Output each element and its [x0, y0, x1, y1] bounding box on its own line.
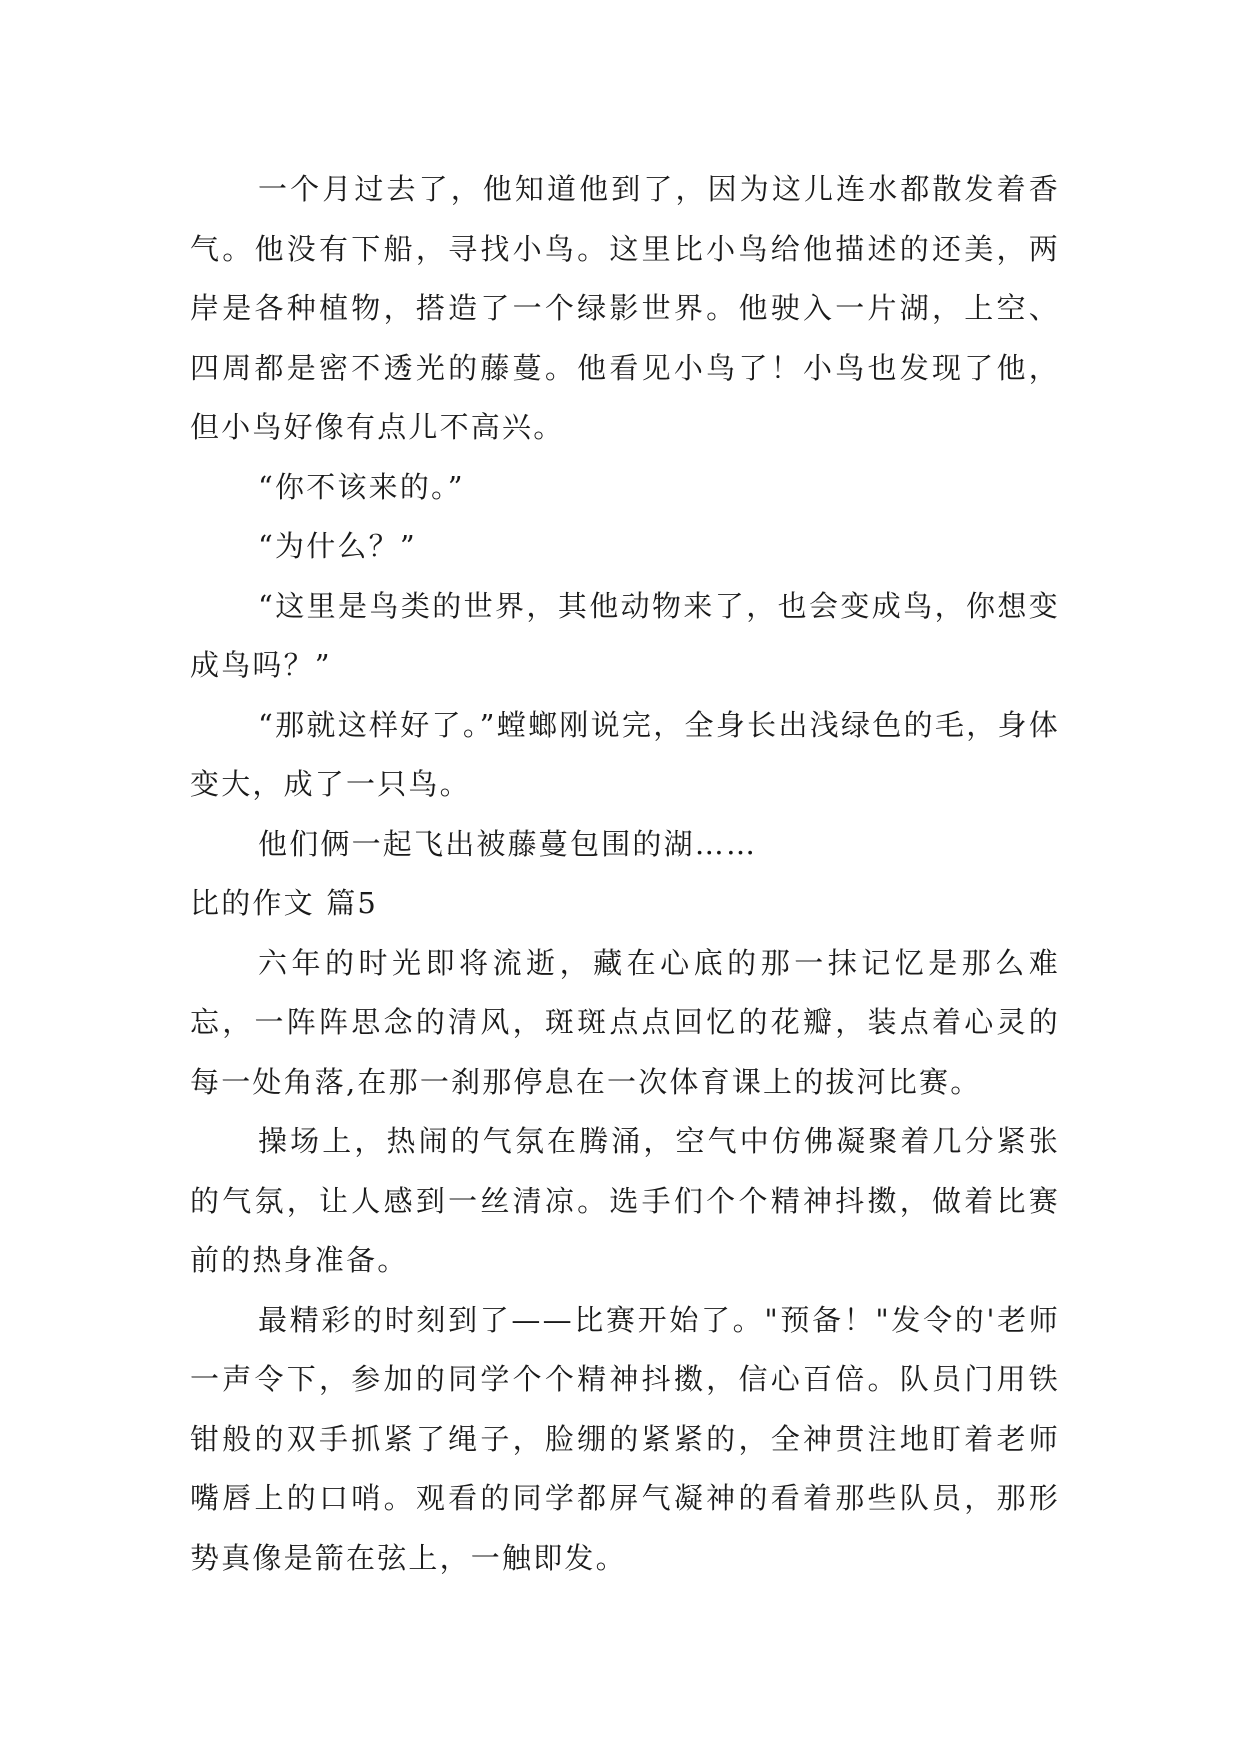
paragraph: 操场上，热闹的气氛在腾涌，空气中仿佛凝聚着几分紧张的气氛，让人感到一丝清凉。选手们个个精神抖擞，做着比赛前的热身准备。 — [190, 1124, 1060, 1277]
paragraph: 一个月过去了，他知道他到了，因为这儿连水都散发着香气。他没有下船，寻找小鸟。这里比小鸟给他描述的还美，两岸是各种植物，搭造了一个绿影世界。他驶入一片湖，上空、四周都是密不透光的藤蔓。他看见小鸟了！小鸟也发现了他，但小鸟好像有点儿不高兴。 — [190, 172, 1060, 444]
paragraph: “这里是鸟类的世界，其他动物来了，也会变成鸟，你想变成鸟吗？” — [190, 588, 1060, 682]
paragraph: “你不该来的。” — [258, 469, 465, 504]
paragraph: 最精彩的时刻到了——比赛开始了。"预备！"发令的'老师一声令下，参加的同学个个精神抖擞，信心百倍。队员门用铁钳般的双手抓紧了绳子，脸绷的紧紧的，全神贯注地盯着老师嘴唇上的口哨。观看的同学都屏气凝神的看着那些队员，那形势真像是箭在弦上，一触即发。 — [190, 1302, 1060, 1575]
paragraph: 六年的时光即将流逝，藏在心底的那一抹记忆是那么难忘，一阵阵思念的清风，斑斑点点回忆的花瓣，装点着心灵的每一处角落,在那一刹那停息在一次体育课上的拔河比赛。 — [190, 945, 1060, 1099]
paragraph: “为什么？” — [258, 529, 417, 563]
section-heading: 比的作文 篇5 — [190, 886, 379, 920]
paragraph: 他们俩一起飞出被藤蔓包围的湖…… — [258, 826, 758, 861]
text-column — [190, 160, 1060, 1588]
paragraph: “那就这样好了。”螳螂刚说完，全身长出浅绿色的毛，身体变大，成了一只鸟。 — [190, 707, 1060, 801]
